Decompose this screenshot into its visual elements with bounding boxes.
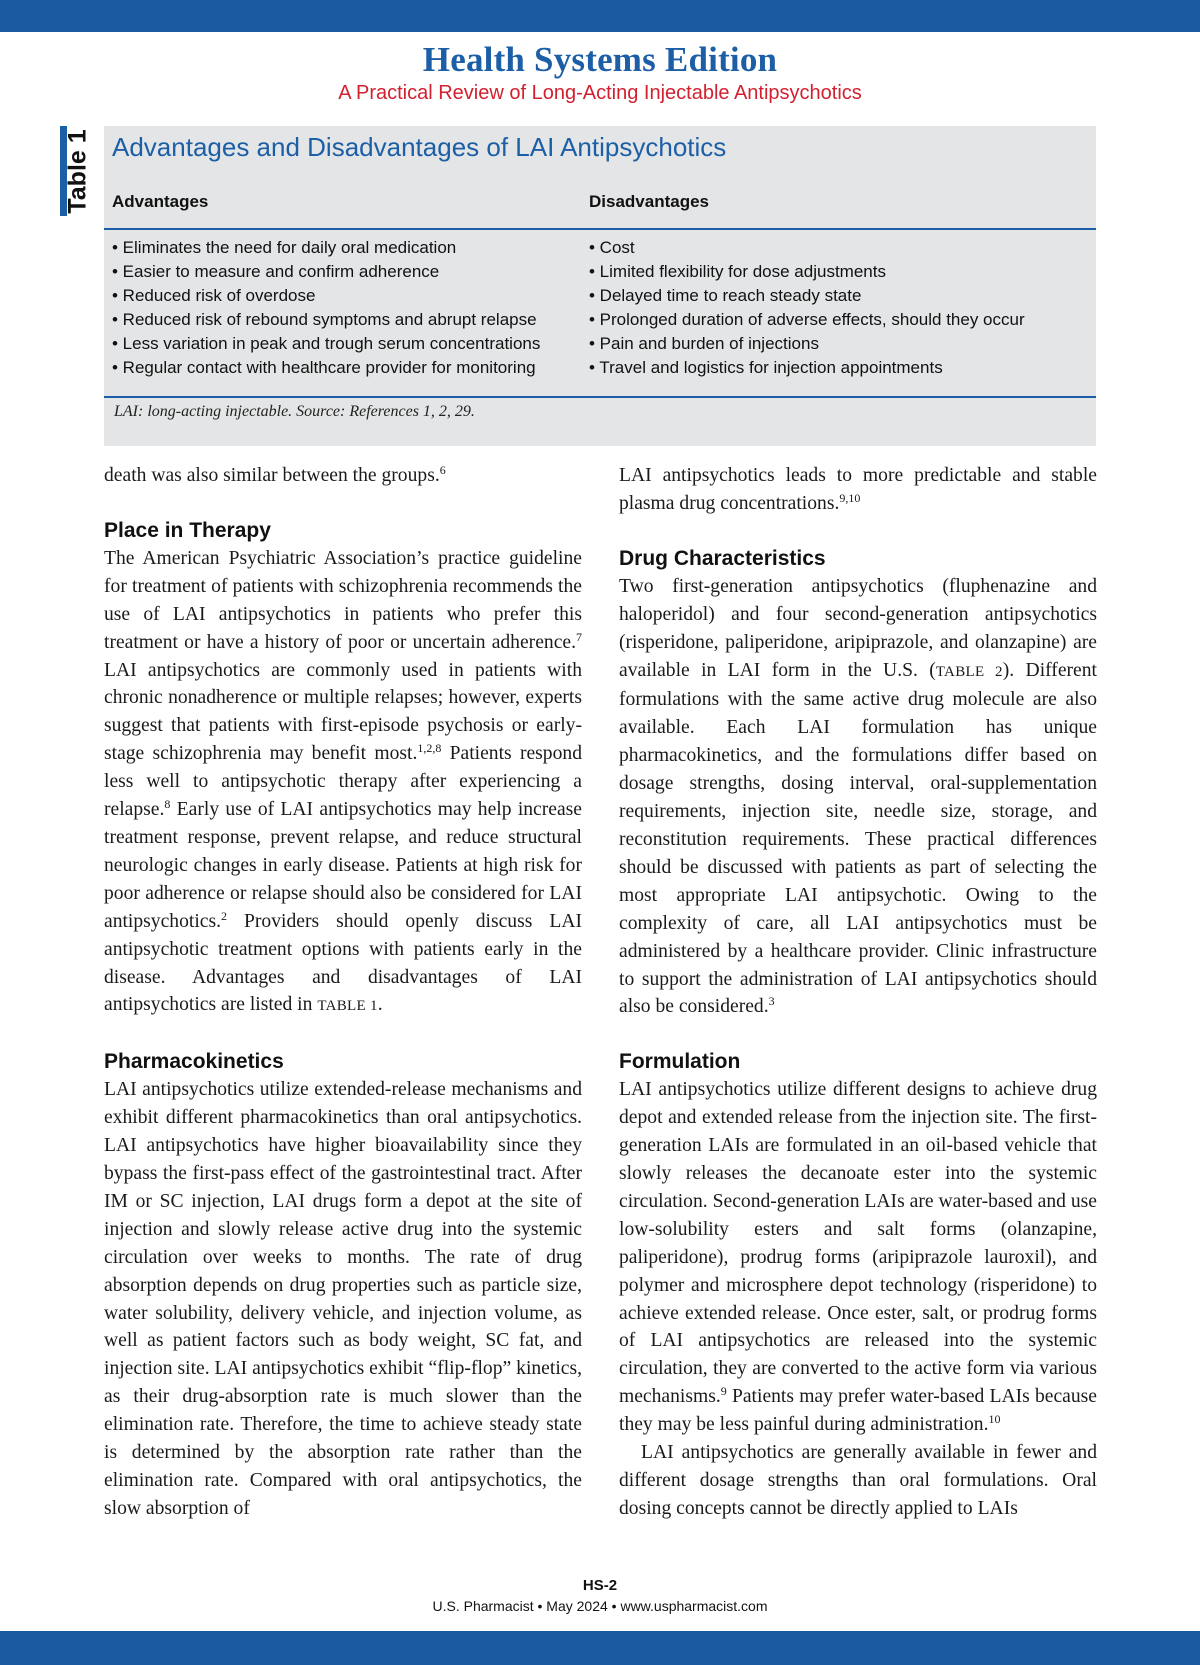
pharmacokinetics-paragraph: LAI antipsychotics utilize extended-release mechanisms and exhibit different pharmacokinetics than oral antipsychotics. LAI antipsychotics have higher bioavailability since they bypass the first-pass effect of the gastrointestinal tract. After IM or SC injection, LAI drugs form a depot at the site of injection and slowly release active drug into the systemic circulation over weeks to months. The rate of drug absorption depends on drug properties such as particle size, water solubility, delivery vehicle, and injection volume, as well as patient factors such as body weight, SC fat, and injection site. LAI antipsychotics exhibit “flip-flop” kinetics, as their drug-absorption rate is much slower than the elimination rate. Therefore, the time to achieve steady state is determined by the absorption rate rather than the elimination rate. Compared with oral antipsychotics, the slow absorption of bbox=[104, 1079, 582, 1519]
right-column bbox=[619, 462, 1097, 1523]
page-footer bbox=[0, 1576, 1200, 1616]
citation: 2 bbox=[221, 908, 227, 923]
formulation-paragraph-2: LAI antipsychotics are generally available in fewer and different dosage strengths than oral formulations. Oral dosing concepts cannot be directly applied to LAIs bbox=[619, 1442, 1097, 1519]
citation: 8 bbox=[164, 797, 171, 812]
table-label-text: Table 1 bbox=[63, 128, 92, 214]
list-item: • Limited flexibility for dose adjustments bbox=[589, 262, 886, 281]
advantages-list bbox=[112, 236, 540, 380]
list-item: • Easier to measure and confirm adherence bbox=[112, 262, 440, 281]
bottom-color-band bbox=[0, 1631, 1200, 1665]
list-item: • Eliminates the need for daily oral medication bbox=[112, 238, 457, 257]
table-label bbox=[56, 126, 100, 216]
section-heading-pharmacokinetics: Pharmacokinetics bbox=[104, 1050, 284, 1074]
section-heading-formulation: Formulation bbox=[619, 1050, 741, 1074]
drug-characteristics-paragraph: Two first-generation antipsychotics (fluphenazine and haloperidol) and four second-generation antipsychotics (risperidone, paliperidone, aripiprazole, and olanzapine) are available in LAI form in the U.S. (TABLE 2). Different formulations with the same active drug molecule are also available. Each LAI formulation has unique pharmacokinetics, and the formulations differ based on dosage strengths, dosing interval, oral-supplementation requirements, injection site, needle size, storage, and reconstitution requirements. These practical differences should be discussed with patients as part of selecting the most appropriate LAI antipsychotic. Owing to the complexity of care, all LAI antipsychotics must be administered by a healthcare provider. Clinic infrastructure to support the administration of LAI antipsychotics should also be considered.$^3$ bbox=[619, 575, 1097, 1018]
list-item: • Prolonged duration of adverse effects, should they occur bbox=[589, 310, 1025, 329]
article-subtitle: A Practical Review of Long-Acting Injectable Antipsychotics bbox=[338, 82, 862, 104]
list-item: • Pain and burden of injections bbox=[589, 334, 819, 353]
citation: 10 bbox=[988, 1412, 1001, 1427]
edition-title: Health Systems Edition bbox=[422, 40, 778, 79]
list-item: • Reduced risk of rebound symptoms and abrupt relapse bbox=[112, 310, 537, 329]
table-footnote: LAI: long-acting injectable. Source: References 1, 2, 29. bbox=[114, 403, 475, 420]
left-column bbox=[104, 462, 582, 1523]
publication-line: U.S. Pharmacist • May 2024 • www.uspharmacist.com bbox=[432, 1598, 768, 1614]
intro-paragraph: death was also similar between the groups.$^6$ bbox=[104, 463, 446, 486]
list-item: • Travel and logistics for injection appointments bbox=[589, 358, 943, 377]
list-item: • Reduced risk of overdose bbox=[112, 286, 316, 305]
continued-paragraph: LAI antipsychotics leads to more predictable and stable plasma drug concentrations.$^{9,10}$ bbox=[619, 465, 1097, 514]
list-item: • Regular contact with healthcare provider for monitoring bbox=[112, 358, 536, 377]
page-number: HS-2 bbox=[582, 1577, 618, 1594]
section-heading-place-in-therapy: Place in Therapy bbox=[104, 518, 271, 542]
table-title: Advantages and Disadvantages of LAI Antipsychotics bbox=[112, 132, 727, 162]
table-reference: TABLE 2 bbox=[935, 663, 1003, 680]
disadvantages-header: Disadvantages bbox=[589, 192, 709, 211]
list-item: • Less variation in peak and trough serum concentrations bbox=[112, 334, 541, 353]
table-footer-rule bbox=[104, 396, 1096, 398]
citation: 9,10 bbox=[839, 490, 861, 505]
formulation-paragraph: LAI antipsychotics utilize different designs to achieve drug depot and extended release from the injection site. The first-generation LAIs are formulated in an oil-based vehicle that slowly releases the decanoate ester into the systemic circulation. Second-generation LAIs are water-based and use low-solubility esters and salt forms (olanzapine, paliperidone), prodrug forms (aripiprazole lauroxil), and polymer and microsphere depot technology (risperidone) to achieve extended release. Once ester, salt, or prodrug forms of LAI antipsychotics are released into the systemic circulation, they are converted to the active form via various mechanisms.$^9$ Patients may prefer water-based LAIs because they may be less painful during administration.$^{10}$ bbox=[619, 1079, 1097, 1436]
citation: 9 bbox=[720, 1384, 727, 1399]
citation: 1,2,8 bbox=[417, 741, 442, 756]
table-header-rule bbox=[104, 228, 1096, 230]
table-1 bbox=[104, 126, 1096, 446]
citation: 3 bbox=[768, 994, 775, 1009]
citation: 7 bbox=[576, 629, 582, 644]
table-reference: TABLE 1 bbox=[317, 998, 378, 1015]
top-color-band bbox=[0, 0, 1200, 32]
list-item: • Cost bbox=[589, 238, 635, 257]
disadvantages-list bbox=[589, 236, 1025, 380]
place-in-therapy-paragraph: The American Psychiatric Association’s practice guideline for treatment of patients with schizophrenia recommends the use of LAI antipsychotics in patients who prefer this treatment or have a history of poor or uncertain adherence.$^7$ LAI antipsychotics are commonly used in patients with chronic nonadherence or multiple relapses; however, experts suggest that patients with first-episode psychosis or early-stage schizophrenia may benefit most.$^{1,2,8}$ Patients respond less well to antipsychotic therapy after experiencing a relapse.$^8$ Early use of LAI antipsychotics may help increase treatment response, prevent relapse, and reduce structural neurologic changes in early disease. Patients at high risk for poor adherence or relapse should also be considered for LAI antipsychotics.$^2$ Providers should openly discuss LAI antipsychotic treatment options with patients early in the disease. Advantages and disadvantages of LAI antipsychotics are listed in TABLE 1. bbox=[104, 547, 582, 1016]
advantages-header: Advantages bbox=[112, 192, 209, 211]
section-heading-drug-characteristics: Drug Characteristics bbox=[619, 546, 826, 570]
citation: 6 bbox=[439, 463, 446, 477]
list-item: • Delayed time to reach steady state bbox=[589, 286, 862, 305]
